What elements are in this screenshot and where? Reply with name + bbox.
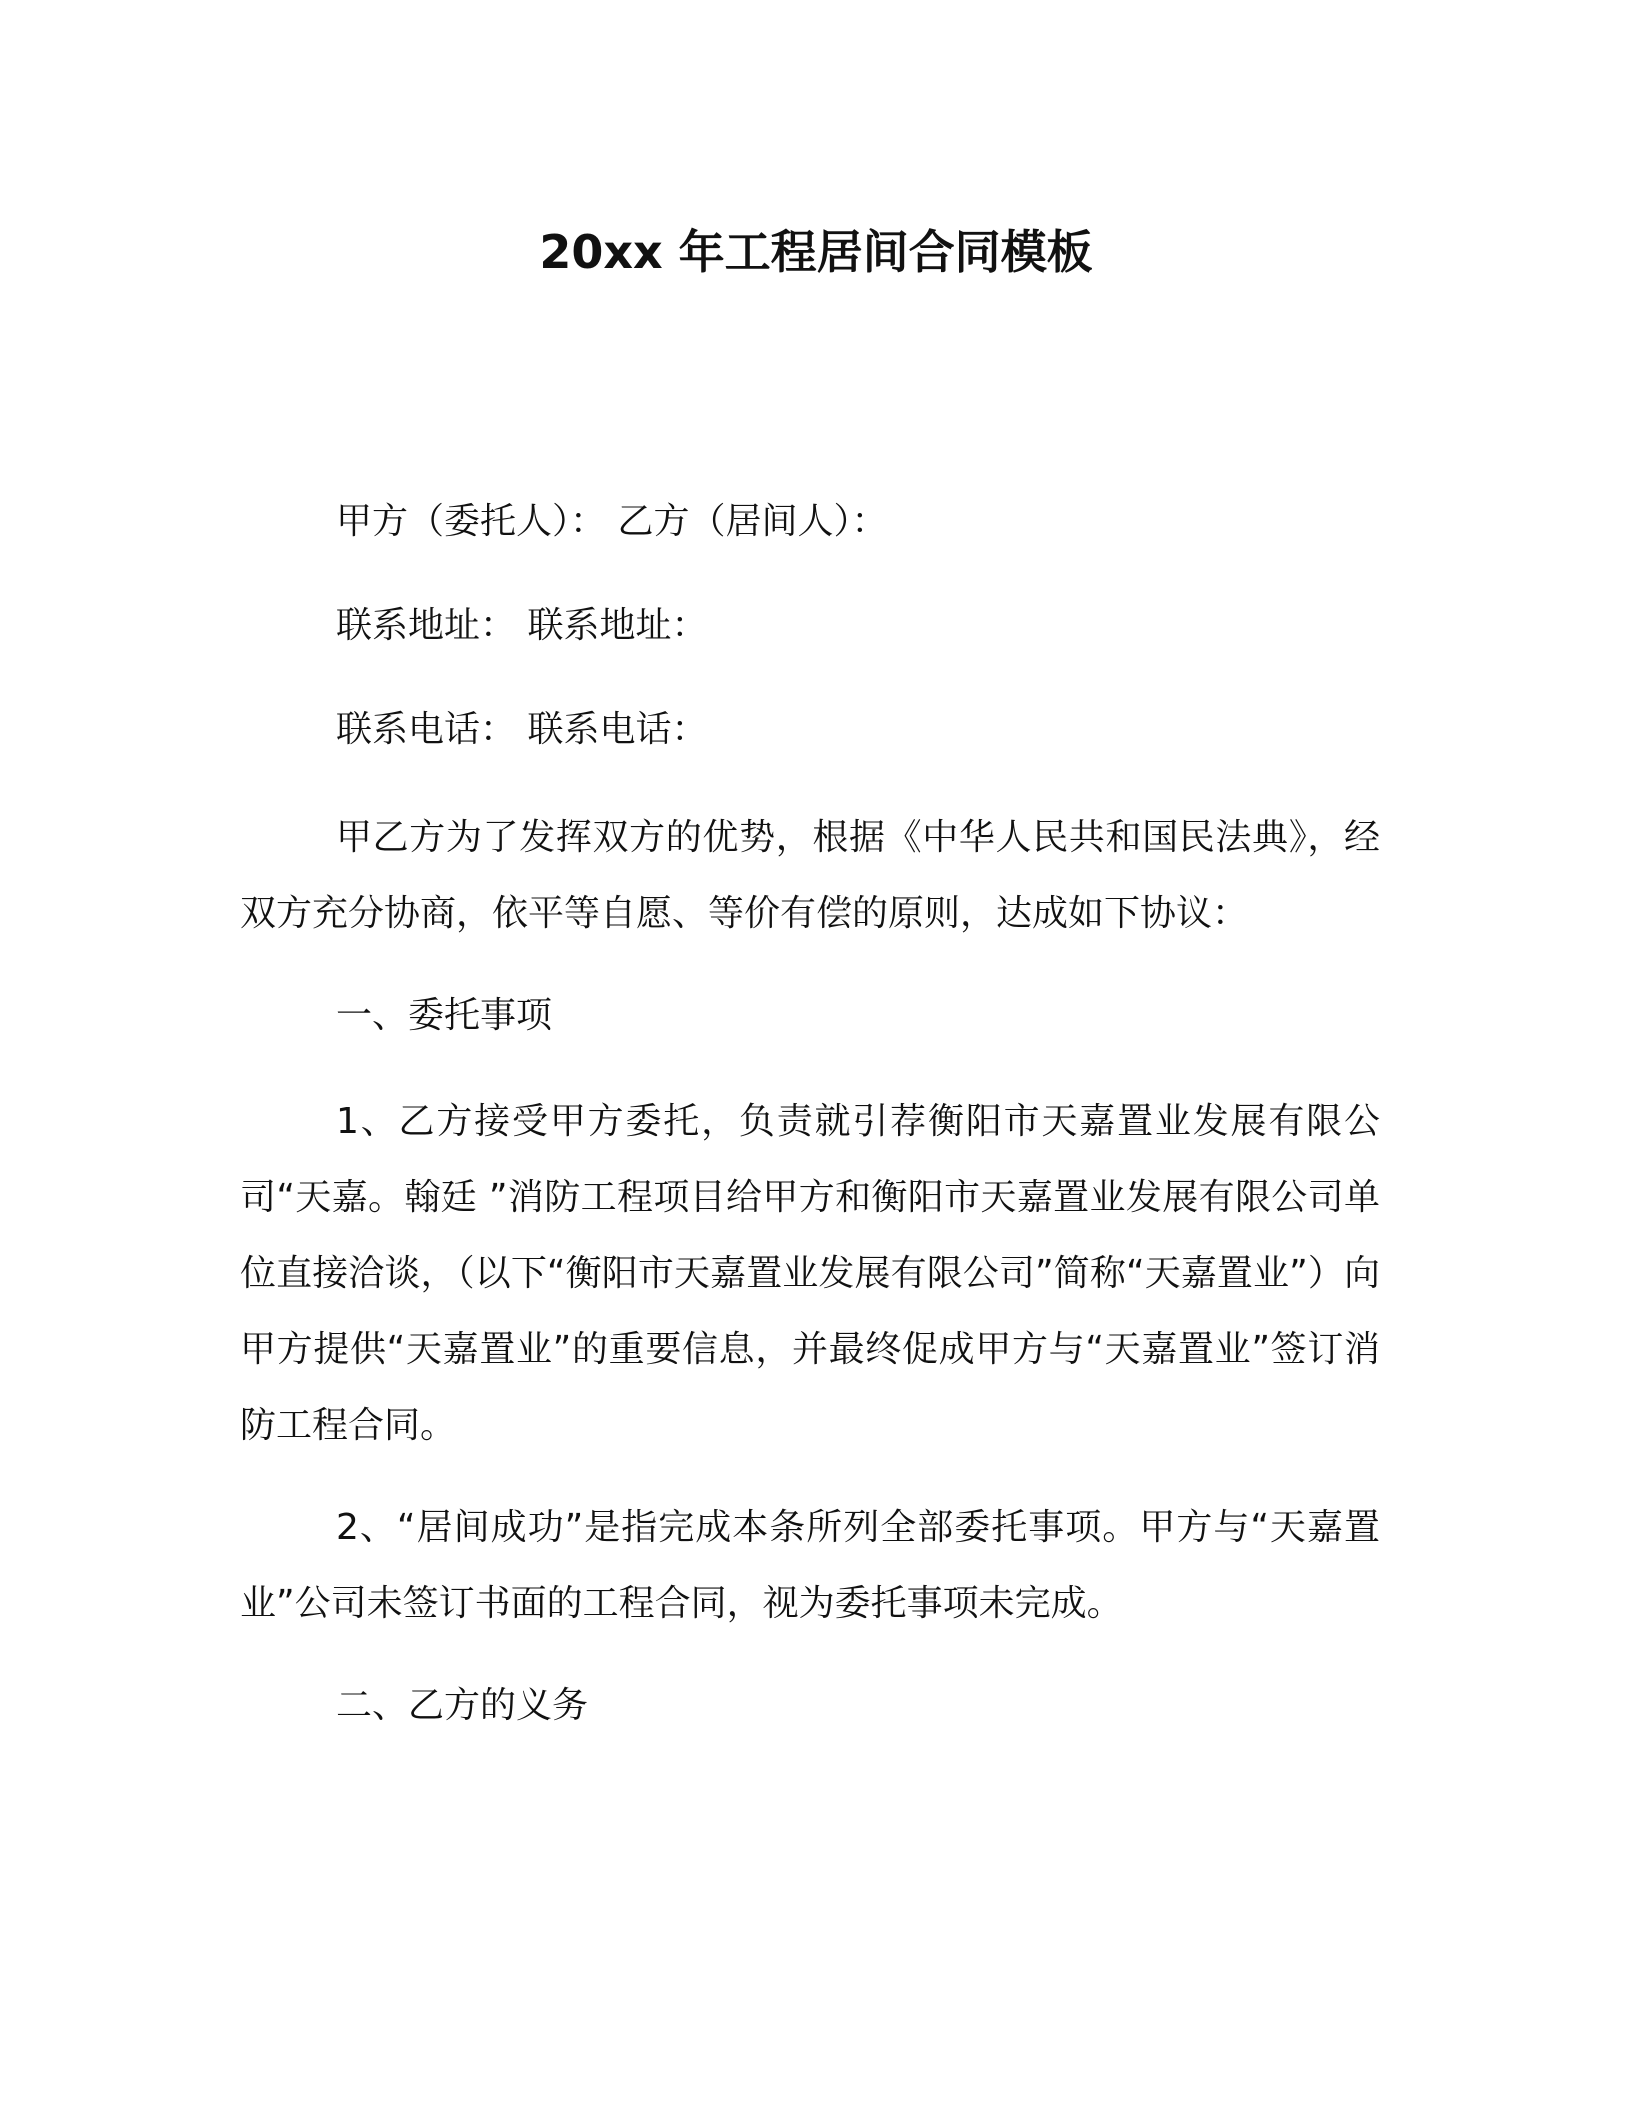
section-heading-1: 一、委托事项 — [336, 995, 553, 1036]
section-heading-2: 二、乙方的义务 — [336, 1685, 589, 1726]
address-line: 联系地址： 联系地址： — [336, 605, 708, 646]
intro-paragraph: 甲乙方为了发挥双方的优势，根据《中华人民共和国民法典》，经双方充分协商，依平等自愿、等价有偿的原则，达成如下协议： — [240, 817, 1380, 934]
document-title: 20xx 年工程居间合同模板 — [539, 225, 1093, 279]
parties-line: 甲方（委托人）： 乙方（居间人）： — [336, 501, 888, 542]
clause-2: 2、“居间成功”是指完成本条所列全部委托事项。甲方与“天嘉置业”公司未签订书面的工程合同，视为委托事项未完成。 — [240, 1507, 1380, 1624]
phone-line: 联系电话： 联系电话： — [336, 709, 708, 750]
clause-1: 1、乙方接受甲方委托，负责就引荐衡阳市天嘉置业发展有限公司“天嘉。翰廷 ”消防工程项目给甲方和衡阳市天嘉置业发展有限公司单位直接洽谈，（以下“衡阳市天嘉置业发展有限公司”简称“天嘉置业”）向甲方提供“天嘉置业”的重要信息，并最终促成甲方与“天嘉置业”签订消防工程合同。 — [240, 1101, 1380, 1446]
